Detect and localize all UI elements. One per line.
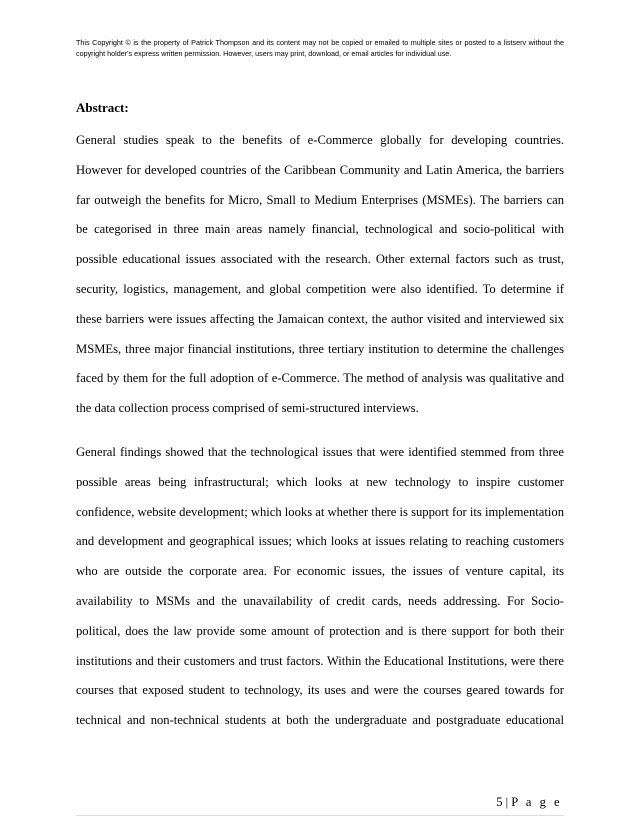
copyright-notice bbox=[76, 37, 564, 59]
footer-divider bbox=[76, 815, 564, 816]
paragraph-line: availability to MSMs and the unavailability of credit cards, needs addressing. For Socio- bbox=[76, 593, 564, 608]
copyright-line-1: This Copyright © is the property of Patrick Thompson and its content may not be copied or emailed to multiple sites or posted to a listserv without the bbox=[76, 38, 564, 47]
paragraph-line: confidence, website development; which looks at whether there is support for its implementation bbox=[76, 504, 564, 519]
paragraph-line: possible areas being infrastructural; which looks at new technology to inspire customer bbox=[76, 474, 564, 489]
copyright-line-2: copyright holder's express written permission. However, users may print, download, or email articles for individual use. bbox=[76, 49, 452, 58]
paragraph-line: institutions and their customers and trust factors. Within the Educational Institutions, were there bbox=[76, 653, 564, 668]
paragraph-line: be categorised in three main areas namely financial, technological and socio-political with bbox=[76, 222, 564, 237]
paragraph-line: faced by them for the full adoption of e-Commerce. The method of analysis was qualitative and bbox=[76, 371, 564, 386]
paragraph-line: political, does the law provide some amount of protection and is there support for both their bbox=[76, 623, 564, 638]
paragraph-line: courses that exposed student to technology, its uses and were the courses geared towards for bbox=[76, 683, 564, 698]
paragraph-line: technical and non-technical students at both the undergraduate and postgraduate educational bbox=[76, 713, 564, 728]
paragraph-line: who are outside the corporate area. For economic issues, the issues of venture capital, its bbox=[76, 564, 564, 579]
page-label: P a g e bbox=[511, 795, 562, 809]
page-separator: | bbox=[502, 795, 512, 809]
paragraph-line: However for developed countries of the Caribbean Community and Latin America, the barriers bbox=[76, 162, 564, 177]
paragraph-line: far outweigh the benefits for Micro, Small to Medium Enterprises (MSMEs). The barriers can bbox=[76, 192, 564, 207]
paragraph-line: these barriers were issues affecting the Jamaican context, the author visited and interviewed six bbox=[76, 311, 564, 326]
paragraph-line: and development and geographical issues; which looks at issues relating to reaching customers bbox=[76, 534, 564, 549]
abstract-heading: Abstract: bbox=[76, 100, 129, 115]
page-number: 5 bbox=[496, 795, 503, 809]
paragraph-line: MSMEs, three major financial institutions, three tertiary institution to determine the challenges bbox=[76, 341, 564, 356]
paragraph-line: the data collection process comprised of semi-structured interviews. bbox=[76, 401, 419, 416]
page-footer bbox=[496, 795, 562, 810]
paragraph-line: possible educational issues associated with the research. Other external factors such as trust, bbox=[76, 252, 564, 267]
paragraph-line: General findings showed that the technological issues that were identified stemmed from three bbox=[76, 445, 564, 459]
abstract-paragraph-2 bbox=[76, 444, 564, 742]
paragraph-line: security, logistics, management, and global competition were also identified. To determine if bbox=[76, 281, 564, 296]
paragraph-line: General studies speak to the benefits of e-Commerce globally for developing countries. bbox=[76, 133, 564, 147]
abstract-paragraph-1 bbox=[76, 132, 564, 430]
